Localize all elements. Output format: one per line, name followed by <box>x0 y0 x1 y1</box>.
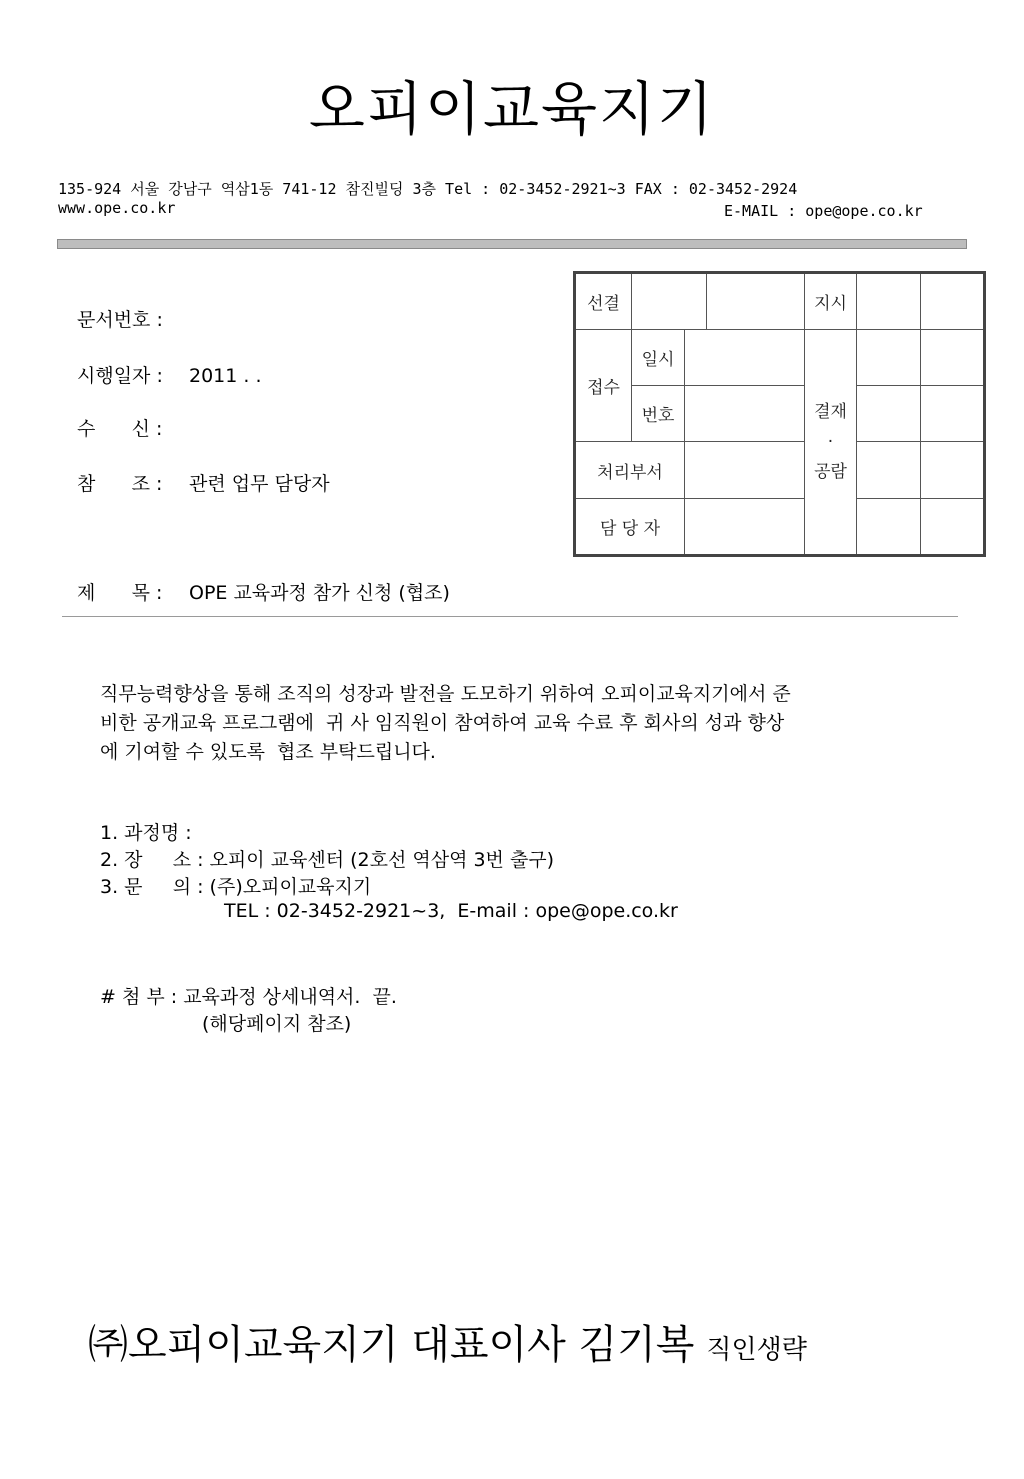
document-title: 오피이교육지기 <box>308 75 716 143</box>
issue-date-label: 시행일자 : <box>77 365 163 387</box>
issue-date-row <box>77 361 262 388</box>
subject-label: 제 목 : <box>77 582 163 604</box>
company-representative: ㈜오피이교육지기 대표이사 김기복 <box>88 1322 695 1368</box>
cell-blank <box>857 330 921 386</box>
item-course: 1. 과정명 : <box>100 822 192 844</box>
cell-ilsi: 일시 <box>632 330 685 386</box>
item-inquiry-contact: TEL : 02-3452-2921~3, E-mail : ope@ope.co.kr <box>224 900 678 922</box>
body-line: 에 기여할 수 있도록 협조 부탁드립니다. <box>100 741 436 763</box>
issue-date-value: 2011 . . <box>189 365 262 387</box>
cell-blank <box>857 442 921 499</box>
cell-damdangja: 담 당 자 <box>575 499 685 556</box>
cell-blank <box>921 330 985 386</box>
reference-row <box>77 469 330 496</box>
cell-blank <box>857 386 921 442</box>
cell-blank <box>921 386 985 442</box>
cell-blank <box>921 442 985 499</box>
seal-omitted-note: 직인생략 <box>706 1335 807 1365</box>
email-line: E-MAIL : ope@ope.co.kr <box>724 202 923 220</box>
subject-value: OPE 교육과정 참가 신청 (협조) <box>189 582 450 604</box>
recipient-row <box>77 414 189 441</box>
cell-jeopsu: 접수 <box>575 330 632 442</box>
document-number-label: 문서번호 : <box>77 309 163 331</box>
cell-blank <box>685 386 805 442</box>
website: www.ope.co.kr <box>58 199 176 217</box>
cell-blank <box>685 499 805 556</box>
cell-beonho: 번호 <box>632 386 685 442</box>
body-line: 직무능력향상을 통해 조직의 성장과 발전을 도모하기 위하여 오피이교육지기에서 준 <box>100 683 791 705</box>
document-number-row <box>77 305 163 332</box>
cell-jisi: 지시 <box>805 273 857 330</box>
section-divider <box>62 616 958 617</box>
cell-blank <box>921 273 985 330</box>
cell-blank <box>921 499 985 556</box>
cell-gongram: 공람 <box>814 462 847 482</box>
reference-value: 관련 업무 담당자 <box>189 473 330 495</box>
header-divider <box>57 239 967 249</box>
cell-cheoribuseo: 처리부서 <box>575 442 685 499</box>
cell-blank <box>857 499 921 556</box>
body-line: 비한 공개교육 프로그램에 귀 사 임직원이 참여하여 교육 수료 후 회사의 성과 향상 <box>100 712 785 734</box>
subject-row <box>77 578 450 605</box>
body-paragraph <box>100 680 791 767</box>
approval-table <box>573 271 986 557</box>
cell-gyeoljae: 결재 <box>814 402 847 422</box>
cell-blank <box>685 330 805 386</box>
address-line: 135-924 서울 강남구 역삼1동 741-12 참진빌딩 3층 Tel : 02-3452-2921~3 FAX : 02-3452-2924 <box>58 180 798 198</box>
cell-seongyeol: 선결 <box>575 273 632 330</box>
cell-gyeoljae-gongram <box>805 330 857 556</box>
cell-blank <box>632 273 707 330</box>
signature-line <box>88 1313 807 1370</box>
cell-blank <box>707 273 805 330</box>
cell-dot: · <box>827 432 834 452</box>
recipient-label: 수 신 : <box>77 418 163 440</box>
item-inquiry: 3. 문 의 : (주)오피이교육지기 <box>100 876 372 898</box>
reference-label: 참 조 : <box>77 473 163 495</box>
attachment-note: (해당페이지 참조) <box>202 1013 352 1035</box>
attachment-line: # 첨 부 : 교육과정 상세내역서. 끝. <box>100 986 397 1008</box>
cell-blank <box>857 273 921 330</box>
cell-blank <box>685 442 805 499</box>
item-place: 2. 장 소 : 오피이 교육센터 (2호선 역삼역 3번 출구) <box>100 849 555 871</box>
